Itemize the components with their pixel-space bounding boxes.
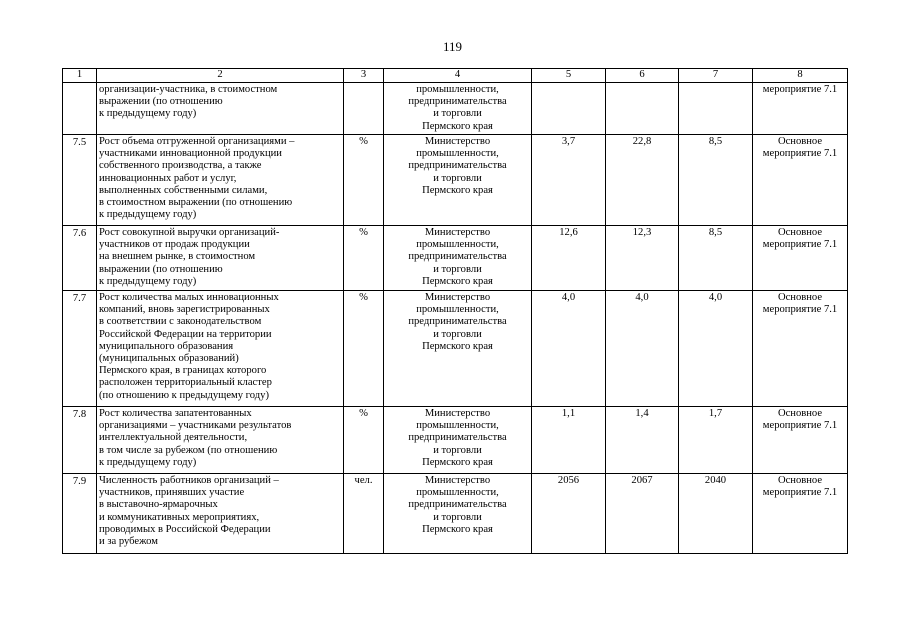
indicators-table: [62, 68, 848, 554]
table-row: [63, 474, 848, 554]
value-col6: 22,8: [606, 135, 679, 226]
indicator-name: Рост количества малых инновационных компаний, вновь зарегистрированных в соответствии с законодательством Российской Федерации на территории муниципального образования (муниципальных образований) Пермского края, в границах которого расположен территориальный кластер (по отношению к предыдущему году): [97, 291, 344, 407]
row-number: 7.7: [63, 291, 97, 407]
column-header: 5: [532, 69, 606, 83]
event: Основное мероприятие 7.1: [753, 135, 848, 226]
event: Основное мероприятие 7.1: [753, 407, 848, 474]
event: Основное мероприятие 7.1: [753, 226, 848, 291]
page-number: 119: [442, 39, 463, 54]
responsible: промышленности, предпринимательства и торговли Пермского края: [384, 83, 532, 135]
column-header: 4: [384, 69, 532, 83]
value-col5: 4,0: [532, 291, 606, 407]
value-col7: 8,5: [679, 135, 753, 226]
table-row: [63, 83, 848, 135]
value-col6: 1,4: [606, 407, 679, 474]
unit: %: [344, 291, 384, 407]
table-row: [63, 135, 848, 226]
value-col7: 4,0: [679, 291, 753, 407]
value-col5: 2056: [532, 474, 606, 554]
column-header: 8: [753, 69, 848, 83]
value-col7: 8,5: [679, 226, 753, 291]
header-row: [63, 69, 848, 83]
value-col5: [532, 83, 606, 135]
indicator-name: Численность работников организаций – участников, принявших участие в выставочно-ярмарочных и коммуникативных мероприятиях, проводимых в Российской Федерации и за рубежом: [97, 474, 344, 554]
value-col7: 2040: [679, 474, 753, 554]
row-number: 7.8: [63, 407, 97, 474]
responsible: Министерство промышленности, предпринимательства и торговли Пермского края: [384, 291, 532, 407]
unit: %: [344, 135, 384, 226]
row-number: 7.9: [63, 474, 97, 554]
value-col6: 4,0: [606, 291, 679, 407]
unit: %: [344, 226, 384, 291]
column-header: 1: [63, 69, 97, 83]
unit: [344, 83, 384, 135]
value-col5: 12,6: [532, 226, 606, 291]
row-number: 7.6: [63, 226, 97, 291]
event: Основное мероприятие 7.1: [753, 291, 848, 407]
row-number: [63, 83, 97, 135]
column-header: 7: [679, 69, 753, 83]
indicator-name: Рост объема отгруженной организациями – участниками инновационной продукции собственного производства, а также инновационных работ и услуг, выполненных собственными силами, в стоимостном выражении (по отношению к предыдущему году): [97, 135, 344, 226]
unit: %: [344, 407, 384, 474]
value-col7: [679, 83, 753, 135]
table-row: [63, 407, 848, 474]
indicator-name: организации-участника, в стоимостном выражении (по отношению к предыдущему году): [97, 83, 344, 135]
table-row: [63, 226, 848, 291]
column-header: 3: [344, 69, 384, 83]
event: мероприятие 7.1: [753, 83, 848, 135]
value-col6: [606, 83, 679, 135]
value-col5: 3,7: [532, 135, 606, 226]
value-col6: 2067: [606, 474, 679, 554]
value-col5: 1,1: [532, 407, 606, 474]
indicator-name: Рост количества запатентованных организациями – участниками результатов интеллектуальной деятельности, в том числе за рубежом (по отношению к предыдущему году): [97, 407, 344, 474]
responsible: Министерство промышленности, предпринимательства и торговли Пермского края: [384, 407, 532, 474]
event: Основное мероприятие 7.1: [753, 474, 848, 554]
value-col6: 12,3: [606, 226, 679, 291]
table-row: [63, 291, 848, 407]
unit: чел.: [344, 474, 384, 554]
responsible: Министерство промышленности, предпринимательства и торговли Пермского края: [384, 226, 532, 291]
column-header: 2: [97, 69, 344, 83]
value-col7: 1,7: [679, 407, 753, 474]
column-header: 6: [606, 69, 679, 83]
responsible: Министерство промышленности, предпринимательства и торговли Пермского края: [384, 474, 532, 554]
row-number: 7.5: [63, 135, 97, 226]
indicator-name: Рост совокупной выручки организаций- участников от продаж продукции на внешнем рынке, в стоимостном выражении (по отношению к предыдущему году): [97, 226, 344, 291]
responsible: Министерство промышленности, предпринимательства и торговли Пермского края: [384, 135, 532, 226]
